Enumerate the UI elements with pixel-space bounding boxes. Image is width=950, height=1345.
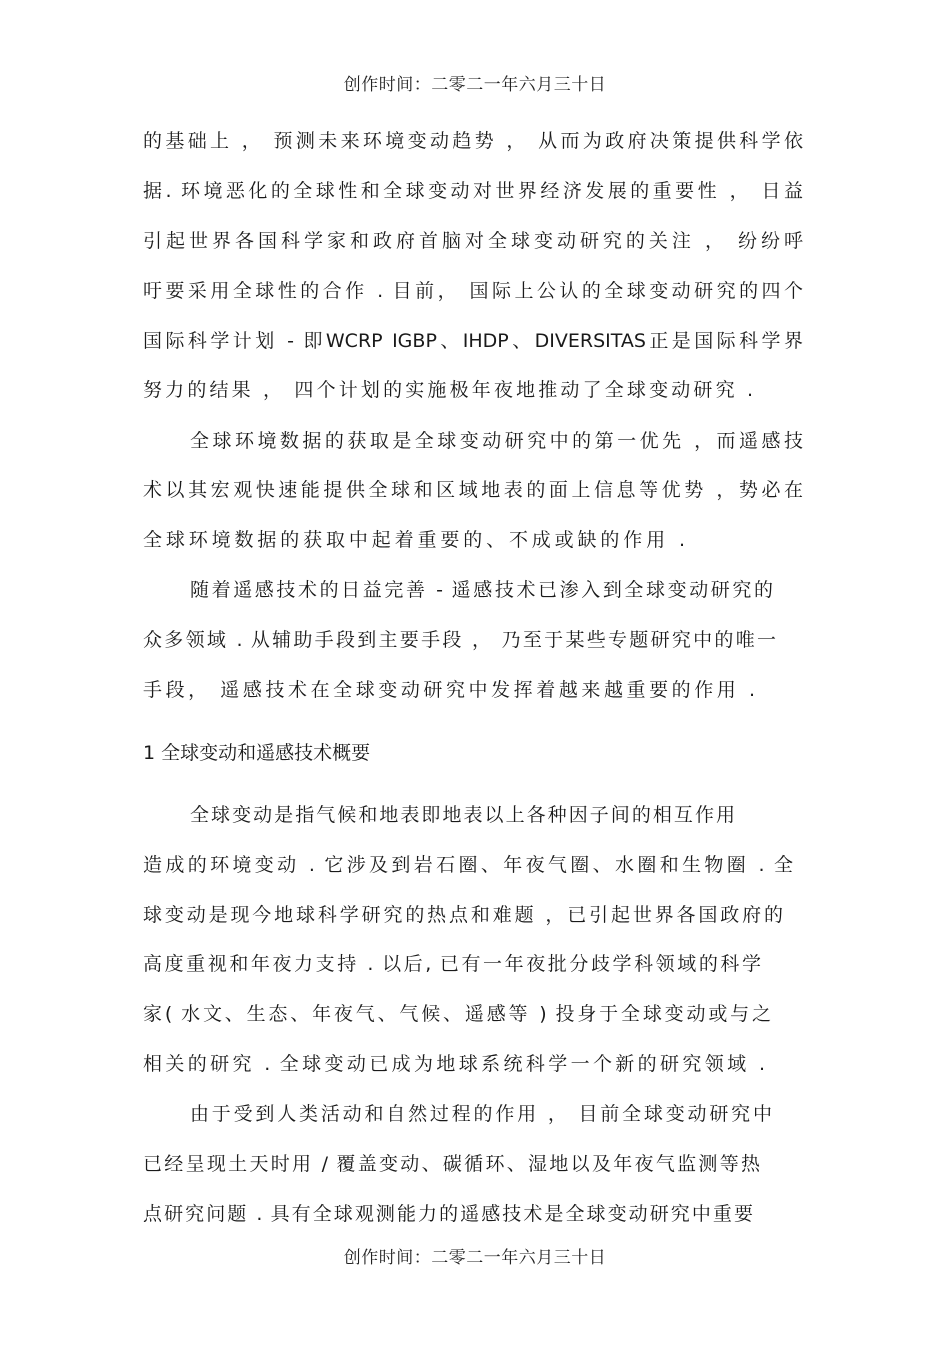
paragraph-line: 全球变动是指气候和地表即地表以上各种因子间的相互作用	[190, 804, 735, 826]
paragraph-line: 已经呈现土天时用 / 覆盖变动、碳循环、湿地以及年夜气监测等热	[143, 1153, 760, 1175]
paragraph-line: 全球环境数据的获取中起着重要的、不成或缺的作用 .	[143, 529, 685, 551]
page-footer: 创作时间：二零二一年六月三十日	[343, 1248, 607, 1268]
paragraph-line: 高度重视和年夜力支持 . 以后, 已有一年夜批分歧学科领域的科学	[143, 953, 761, 975]
paragraph-line: 手段， 遥感技术在全球变动研究中发挥着越来越重要的作用 .	[143, 679, 755, 701]
paragraph-line: 众多领域 . 从辅助手段到主要手段 ， 乃至于某些专题研究中的唯一	[143, 629, 776, 651]
section-heading: 1 全球变动和遥感技术概要	[143, 742, 371, 764]
paragraph-line: 随着遥感技术的日益完善 - 遥感技术已渗入到全球变动研究的	[190, 579, 773, 601]
paragraph-line: 努力的结果 ， 四个计划的实施极年夜地推动了全球变动研究 .	[143, 379, 753, 401]
paragraph-line: 术以其宏观快速能提供全球和区域地表的面上信息等优势 ，势必在	[143, 479, 803, 501]
paragraph-line: 造成的环境变动 . 它涉及到岩石圈、年夜气圈、水圈和生物圈 . 全	[143, 854, 793, 876]
paragraph-line: 吁要采用全球性的合作 . 目前， 国际上公认的全球变动研究的四个	[143, 280, 803, 302]
paragraph-line: 球变动是现今地球科学研究的热点和难题 ，已引起世界各国政府的	[143, 904, 783, 926]
paragraph-line: 引起世界各国科学家和政府首脑对全球变动研究的关注 ， 纷纷呼	[143, 230, 803, 252]
paragraph-line: 的基础上 ， 预测未来环境变动趋势 ， 从而为政府决策提供科学依	[143, 130, 803, 152]
paragraph-line: 相关的研究 . 全球变动已成为地球系统科学一个新的研究领域 .	[143, 1053, 765, 1075]
paragraph-line: 家( 水文、生态、年夜气、气候、遥感等 ) 投身于全球变动或与之	[143, 1003, 771, 1025]
page-header: 创作时间：二零二一年六月三十日	[343, 75, 607, 95]
paragraph-line: 据. 环境恶化的全球性和全球变动对世界经济发展的重要性 ， 日益	[143, 180, 803, 202]
paragraph-line: 点研究问题 . 具有全球观测能力的遥感技术是全球变动研究中重要	[143, 1203, 753, 1225]
paragraph-line: 国际科学计划 - 即WCRP IGBP、IHDP、DIVERSITAS正是国际科学界	[143, 330, 803, 352]
paragraph-line: 由于受到人类活动和自然过程的作用 ， 目前全球变动研究中	[190, 1103, 772, 1125]
paragraph-line: 全球环境数据的获取是全球变动研究中的第一优先 ，而遥感技	[190, 430, 803, 452]
